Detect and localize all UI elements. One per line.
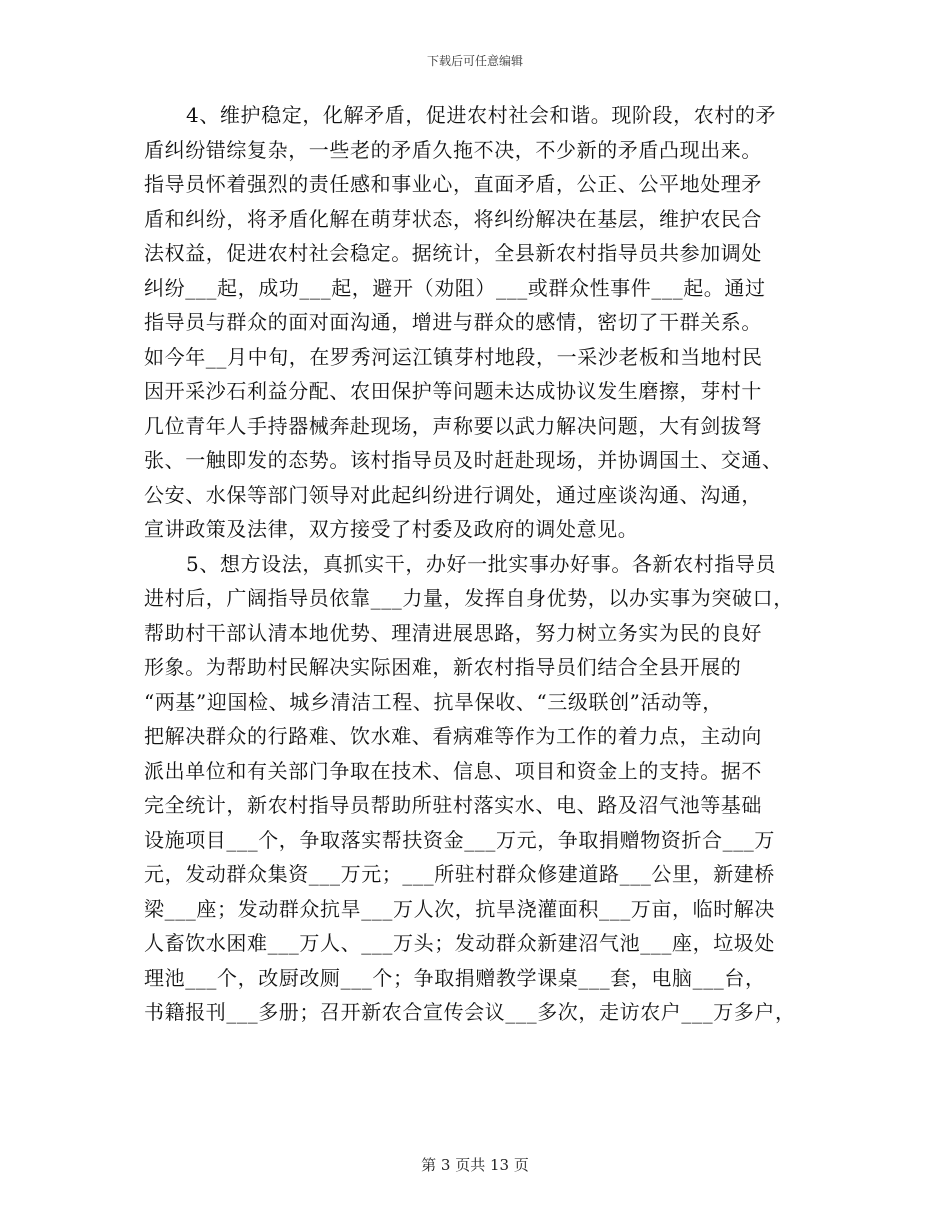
text-line: 张、一触即发的态势。该村指导员及时赶赴现场，并协调国土、交通、 [144, 448, 783, 472]
text-line: 纠纷___起，成功___起，避开（劝阻）___或群众性事件___起。通过 [144, 275, 766, 300]
text-line: 人畜饮水困难___万人、___万头；发动群众新建沼气池___座，垃圾处 [144, 931, 775, 955]
text-line: 4、维护稳定，化解矛盾，促进农村社会和谐。现阶段，农村的矛 [186, 103, 777, 127]
text-line: 因开采沙石利益分配、农田保护等问题未达成协议发生磨擦，芽村十 [144, 379, 762, 403]
text-line: 元，发动群众集资___万元；___所驻村群众修建道路___公里，新建桥 [144, 862, 775, 886]
text-line: 法权益，促进农村社会稳定。据统计，全县新农村指导员共参加调处 [144, 241, 762, 265]
text-line: 理池___个，改厨改厕___个；争取捐赠教学课桌___套，电脑___台， [144, 965, 766, 990]
text-line: “两基”迎国检、城乡清洁工程、抗旱保收、“三级联创”活动等， [144, 689, 723, 714]
text-line: 设施项目___个，争取落实帮扶资金___万元，争取捐赠物资折合___万 [144, 827, 775, 852]
text-line: 把解决群众的行路难、饮水难、看病难等作为工作的着力点，主动向 [144, 724, 762, 748]
page-header: 下载后可任意编辑 [426, 54, 523, 68]
text-line: 进村后，广阔指导员依靠___力量，发挥自身优势，以办实事为突破口， [144, 586, 794, 610]
text-line: 宣讲政策及法律，双方接受了村委及政府的调处意见。 [144, 517, 639, 541]
text-line: 公安、水保等部门领导对此起纠纷进行调处，通过座谈沟通、沟通， [144, 482, 762, 507]
text-line: 盾和纠纷，将矛盾化解在萌芽状态，将纠纷解决在基层，维护农民合 [144, 206, 762, 231]
text-line: 指导员与群众的面对面沟通，增进与群众的感情，密切了干群关系。 [144, 310, 762, 334]
document-body [144, 98, 816, 1030]
text-line: 完全统计，新农村指导员帮助所驻村落实水、电、路及沼气池等基础 [144, 793, 762, 817]
text-line: 如今年__月中旬，在罗秀河运江镇芽村地段，一采沙老板和当地村民 [144, 344, 763, 369]
text-line: 帮助村干部认清本地优势、理清进展思路，努力树立务实为民的良好 [144, 620, 762, 645]
text-line: 几位青年人手持器械奔赴现场，声称要以武力解决问题，大有剑拔弩 [144, 413, 762, 438]
text-line: 派出单位和有关部门争取在技术、信息、项目和资金上的支持。据不 [144, 758, 762, 783]
text-line: 形象。为帮助村民解决实际困难，新农村指导员们结合全县开展的 [144, 655, 742, 679]
text-line: 梁___座；发动群众抗旱___万人次，抗旱浇灌面积___万亩，临时解决 [144, 896, 775, 921]
paragraph-4 [144, 98, 816, 547]
text-line: 5、想方设法，真抓实干，办好一批实事办好事。各新农村指导员 [186, 551, 777, 576]
text-line: 书籍报刊___多册；召开新农合宣传会议___多次，走访农户___万多户， [144, 1000, 796, 1024]
page-footer: 第 3 页共 13 页 [421, 1156, 529, 1174]
text-line: 盾纠纷错综复杂，一些老的矛盾久拖不决，不少新的矛盾凸现出来。 [144, 137, 762, 162]
text-line: 指导员怀着强烈的责任感和事业心，直面矛盾，公正、公平地处理矛 [144, 172, 762, 196]
paragraph-5 [144, 547, 816, 1030]
